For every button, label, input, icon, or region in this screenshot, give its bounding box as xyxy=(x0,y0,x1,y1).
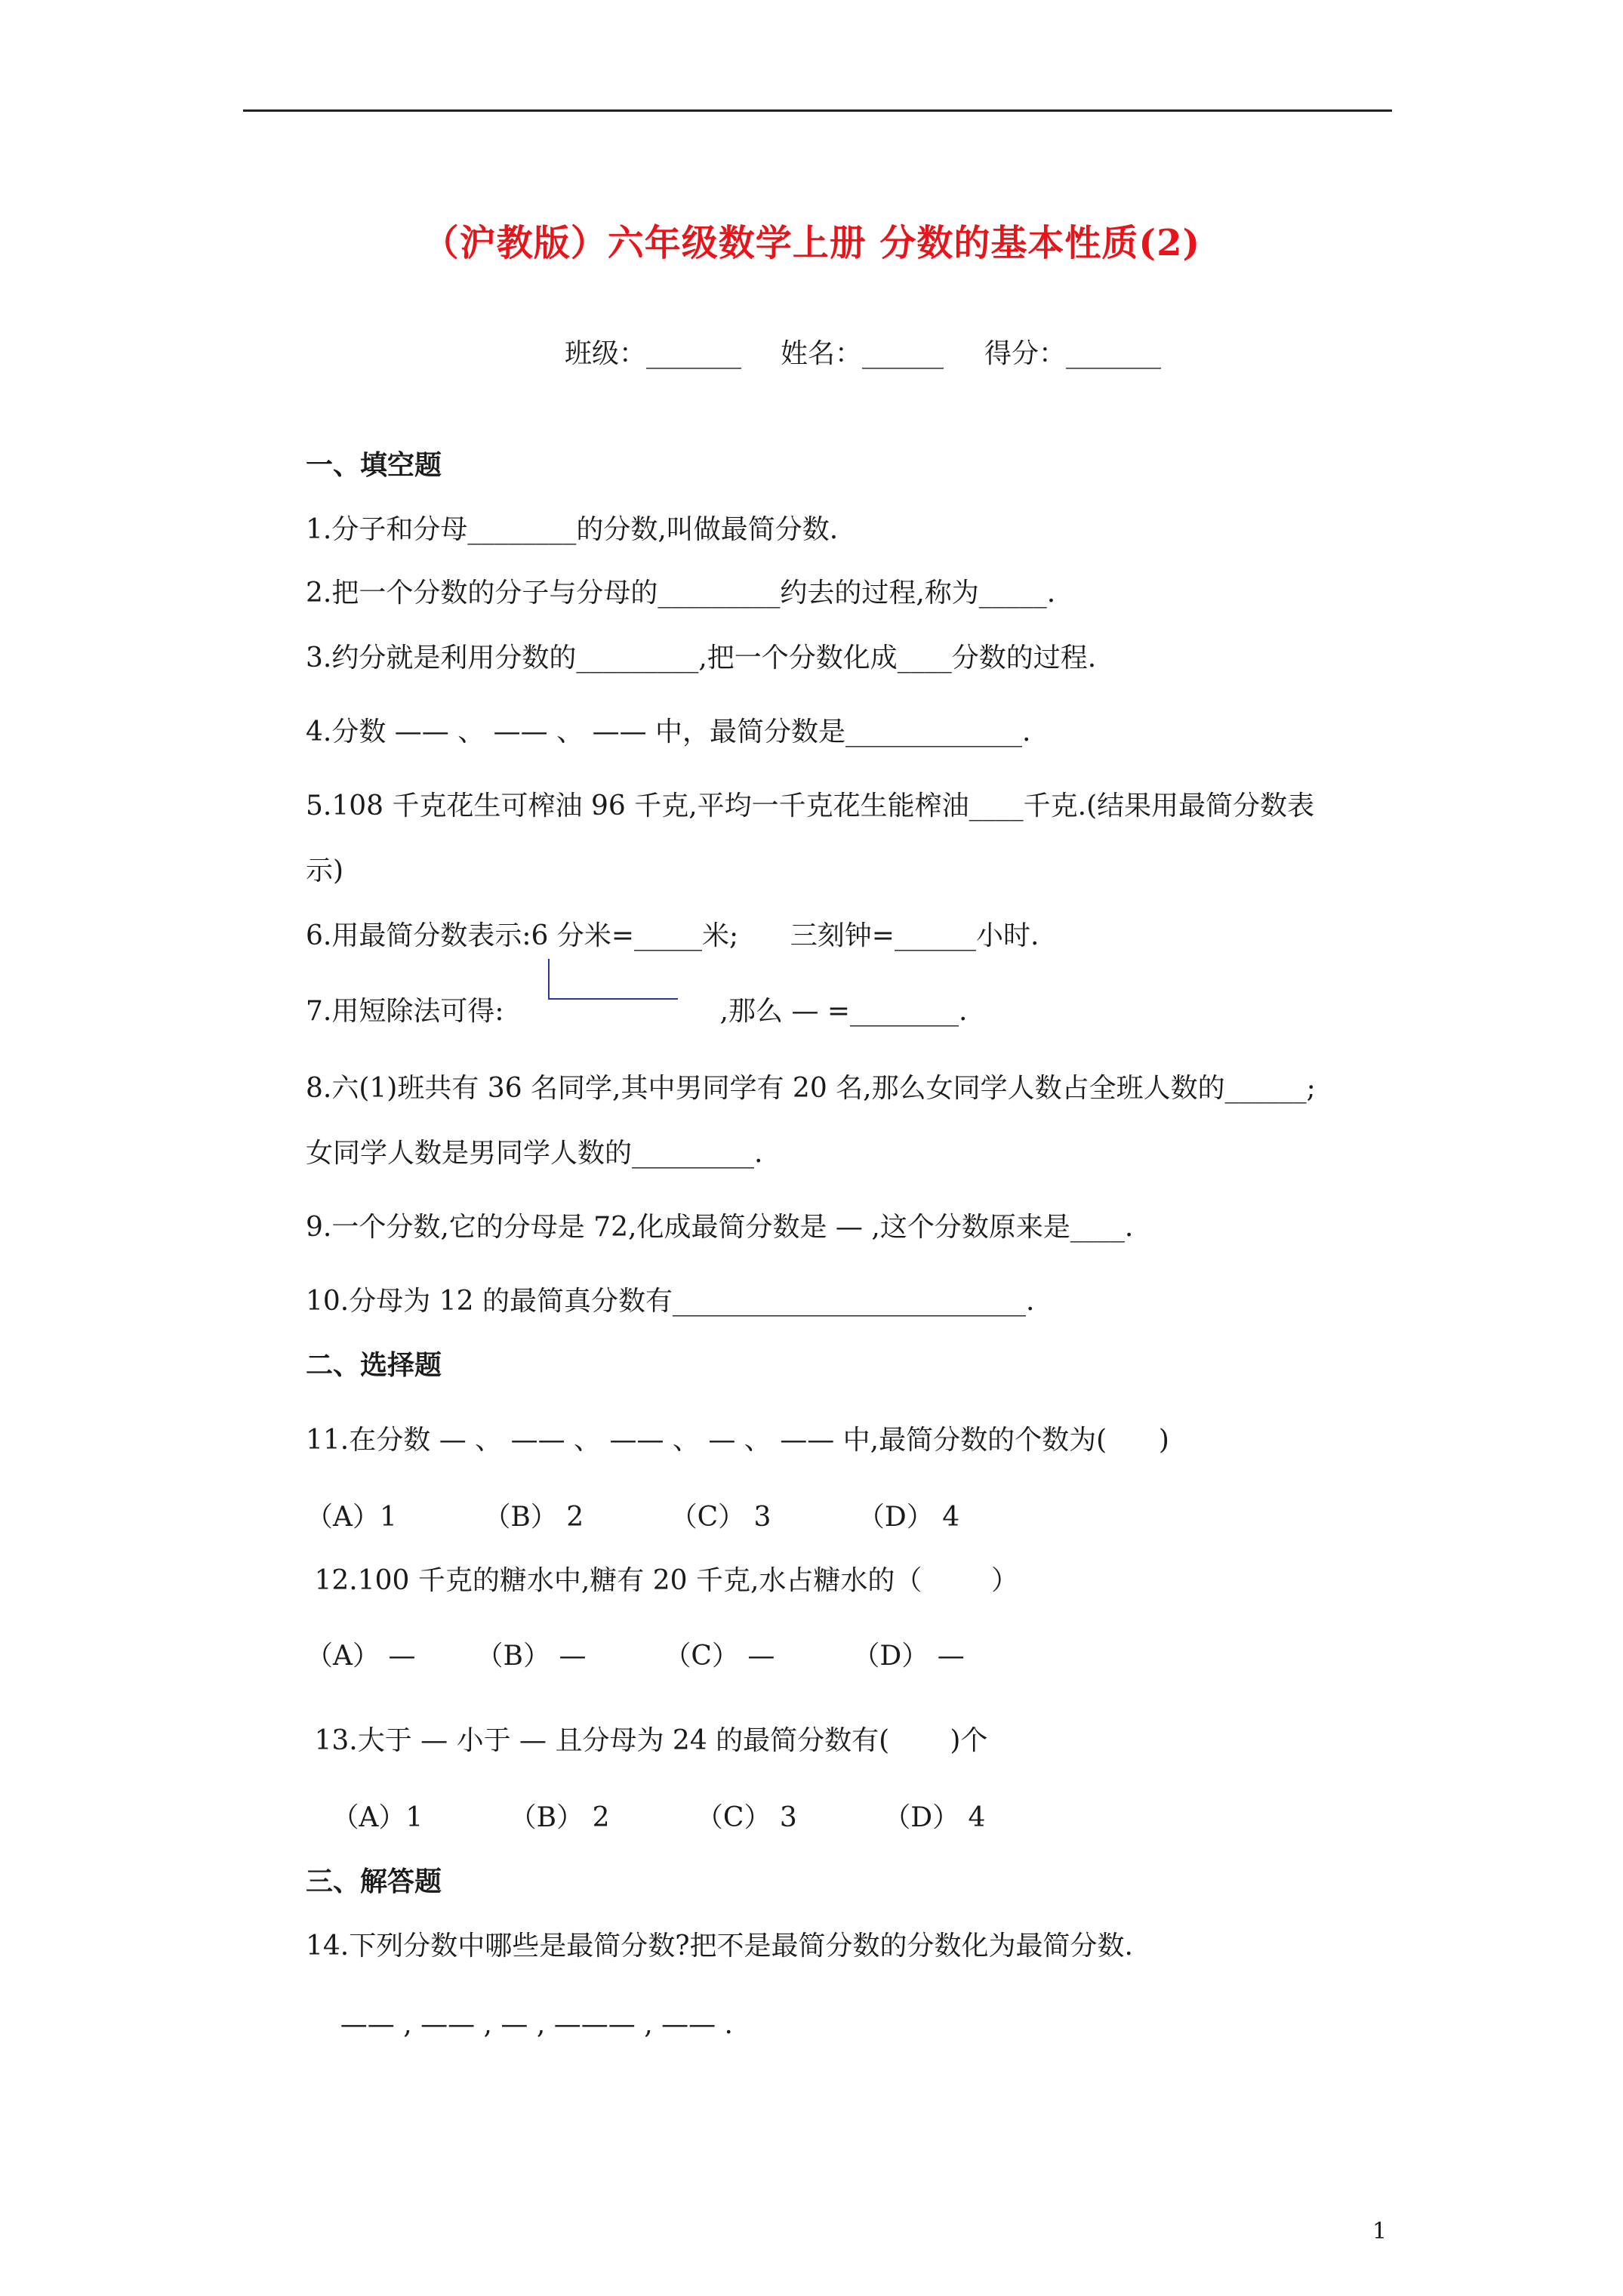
question-10: 10.分母为 12 的最简真分数有__________________________. xyxy=(306,1286,1035,1317)
question-14: 14.下列分数中哪些是最简分数?把不是最简分数的分数化为最简分数. xyxy=(306,1931,1133,1962)
question-11-options: （A）1 （B） 2 （C） 3 （D） 4 xyxy=(306,1502,960,1533)
name-field: 姓名：______ xyxy=(781,338,944,369)
section-choice: 二、选择题 xyxy=(306,1349,442,1381)
header-rule xyxy=(243,109,1392,112)
question-9: 9.一个分数,它的分母是 72,化成最简分数是 — ,这个分数原来是____. xyxy=(306,1212,1134,1243)
question-6: 6.用最简分数表示:6 分米=_____米; 三刻钟=______小时. xyxy=(306,920,1039,951)
question-13-options: （A）1 （B） 2 （C） 3 （D） 4 xyxy=(306,1802,986,1833)
question-11: 11.在分数 — 、 —— 、 —— 、 — 、 —— 中,最简分数的个数为( ) xyxy=(306,1425,1169,1456)
question-8-line-1: 8.六(1)班共有 36 名同学,其中男同学有 20 名,那么女同学人数占全班人数的______; xyxy=(306,1073,1316,1104)
question-12-options: （A） — （B） — （C） — （D） — xyxy=(306,1641,965,1672)
question-3: 3.约分就是利用分数的_________,把一个分数化成____分数的过程. xyxy=(306,643,1097,673)
section-answer: 三、解答题 xyxy=(306,1866,442,1897)
question-14-fractions: —— , —— , — , ——— , —— . xyxy=(306,2009,733,2040)
question-7: 7.用短除法可得: ,那么 — =________. xyxy=(306,996,968,1027)
question-5-line-2: 示) xyxy=(306,855,344,886)
class-field: 班级：_______ xyxy=(565,338,742,369)
question-12: 12.100 千克的糖水中,糖有 20 千克,水占糖水的（ ） xyxy=(306,1565,1018,1596)
question-8-line-2: 女同学人数是男同学人数的_________. xyxy=(306,1138,763,1169)
page-title: （沪教版）六年级数学上册 分数的基本性质(2) xyxy=(422,222,1201,264)
question-2: 2.把一个分数的分子与分母的_________约去的过程,称为_____. xyxy=(306,578,1056,609)
short-division-bracket xyxy=(548,959,678,1000)
question-4: 4.分数 —— 、 —— 、 —— 中，最简分数是_____________. xyxy=(306,717,1031,747)
section-fill-in: 一、填空题 xyxy=(306,449,442,481)
question-5-line-1: 5.108 千克花生可榨油 96 千克,平均一千克花生能榨油____千克.(结果用最简分数表 xyxy=(306,791,1315,821)
page-number: 1 xyxy=(1372,2218,1387,2245)
question-1: 1.分子和分母________的分数,叫做最简分数. xyxy=(306,514,839,545)
score-field: 得分：_______ xyxy=(984,338,1162,369)
question-13: 13.大于 — 小于 — 且分母为 24 的最简分数有( )个 xyxy=(306,1725,988,1756)
